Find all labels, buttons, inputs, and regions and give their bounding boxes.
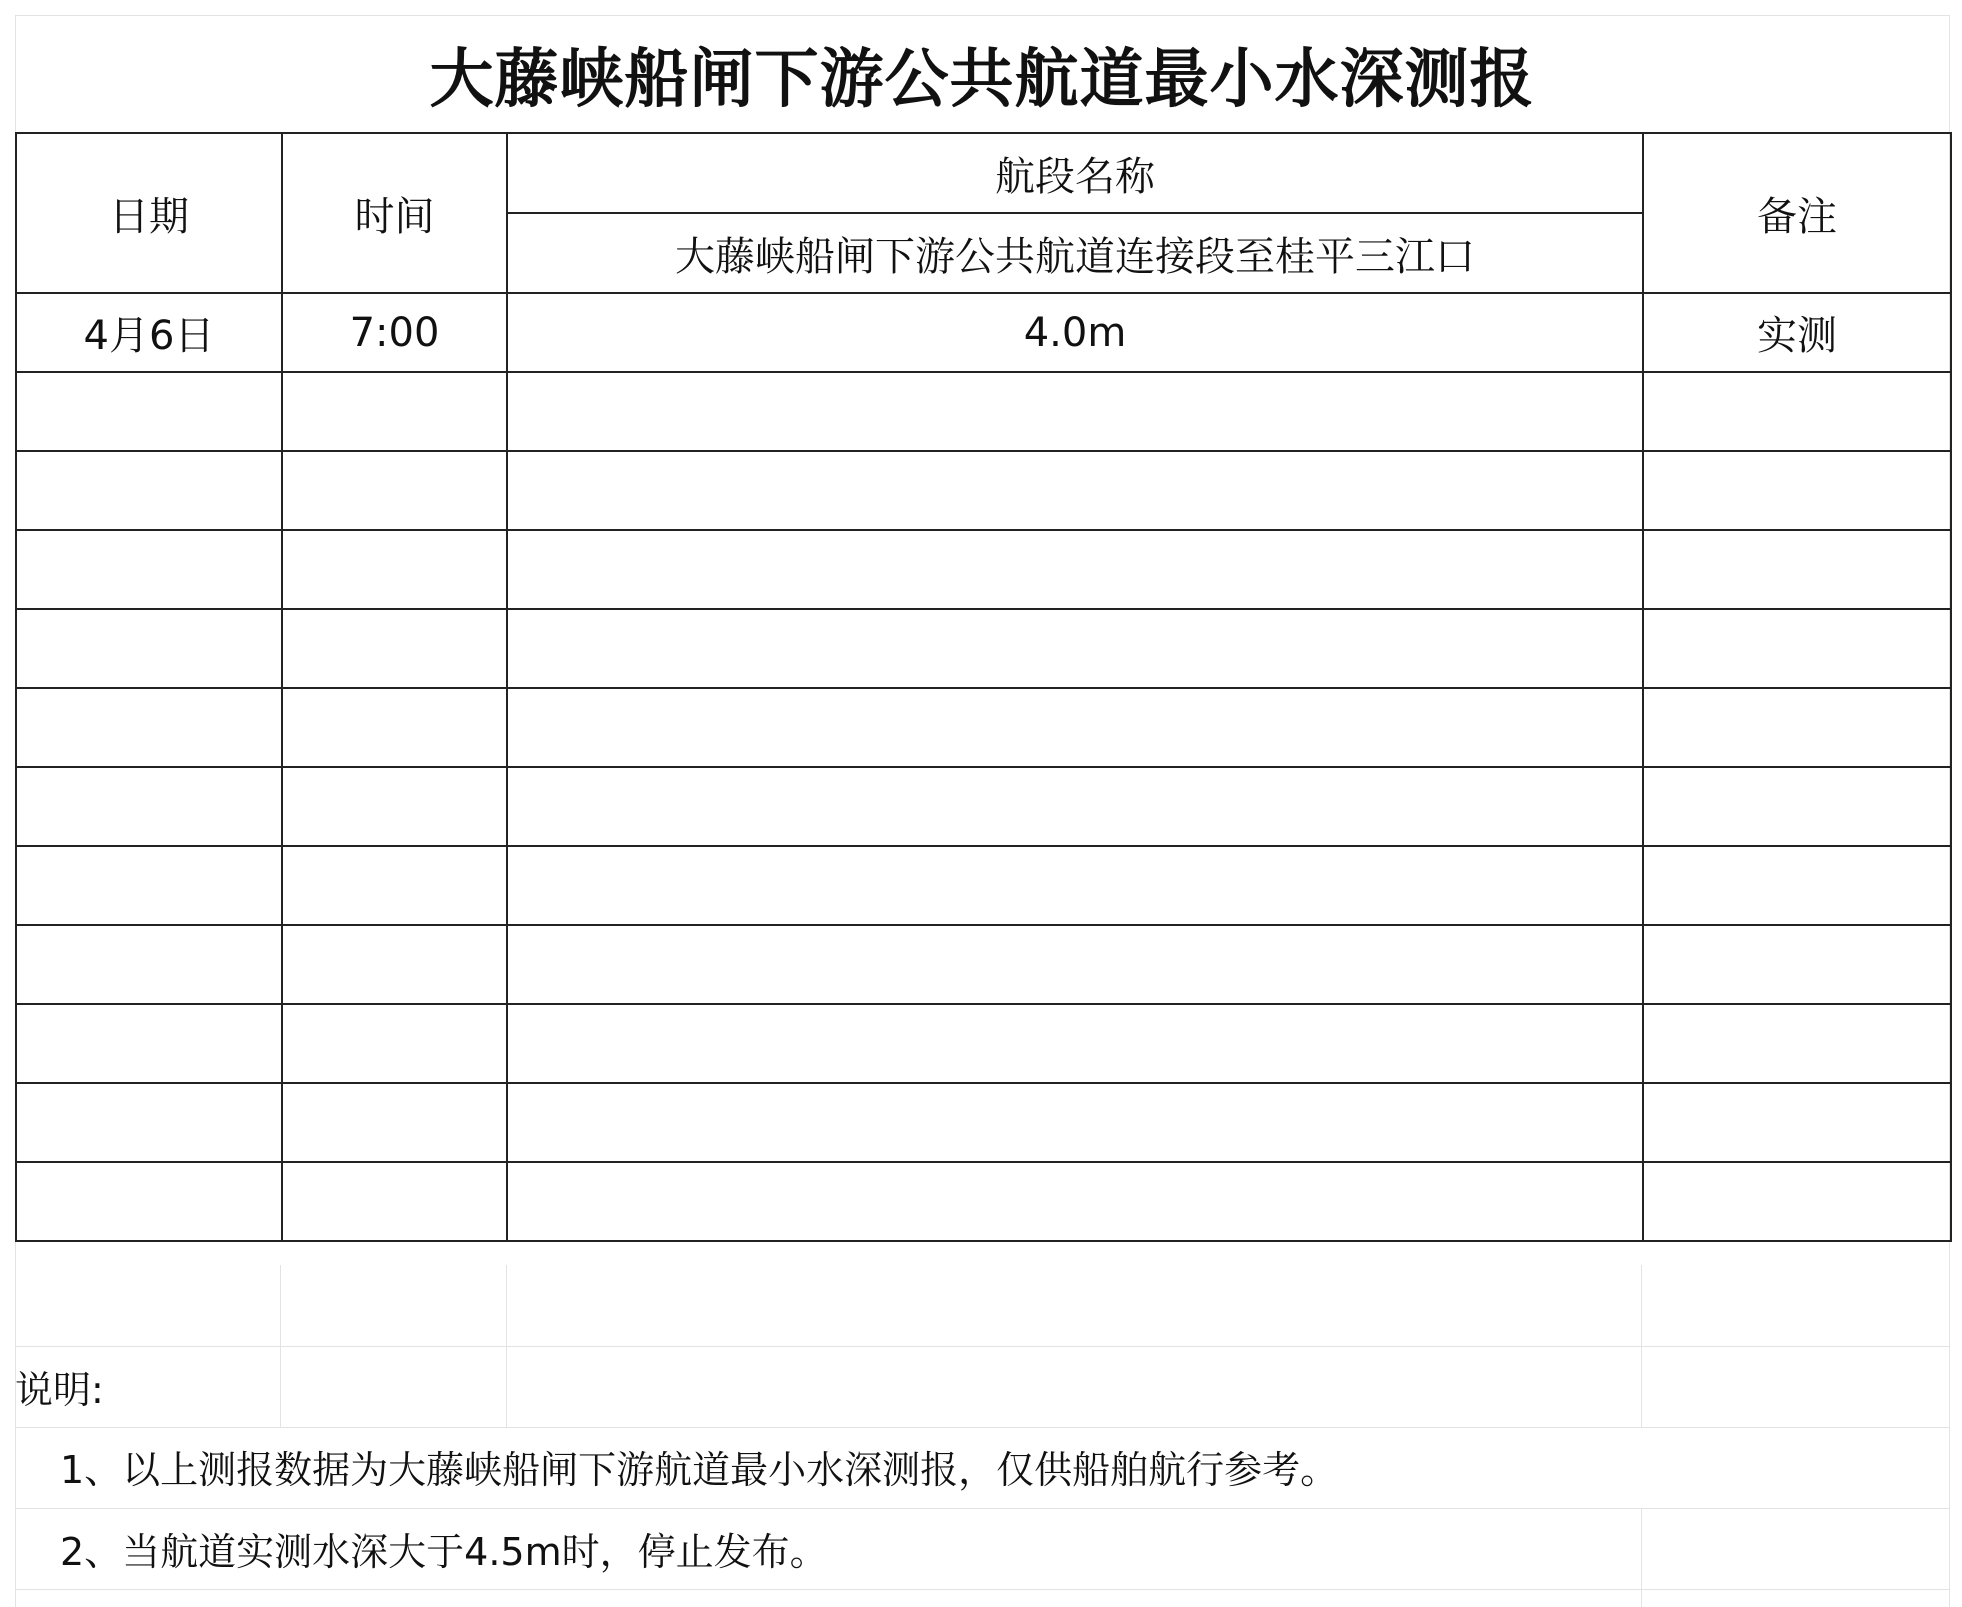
cell-remark — [1643, 1083, 1951, 1162]
cell-time — [282, 451, 507, 530]
table-row — [16, 1083, 1951, 1162]
cell-time: 7:00 — [282, 293, 507, 372]
cell-depth — [507, 1004, 1643, 1083]
header-remark: 备注 — [1643, 133, 1951, 293]
table-row — [16, 1162, 1951, 1241]
cell-remark — [1643, 767, 1951, 846]
cell-depth — [507, 372, 1643, 451]
cell-date: 4月6日 — [16, 293, 282, 372]
cell-time — [282, 530, 507, 609]
cell-time — [282, 767, 507, 846]
cell-remark — [1643, 530, 1951, 609]
cell-time — [282, 1083, 507, 1162]
cell-depth — [507, 925, 1643, 1004]
cell-depth — [507, 1083, 1643, 1162]
cell-remark — [1643, 451, 1951, 530]
cell-date — [16, 1162, 282, 1241]
cell-remark — [1643, 925, 1951, 1004]
cell-date — [16, 451, 282, 530]
notes-heading: 说明: — [15, 1368, 104, 1412]
cell-depth — [507, 1162, 1643, 1241]
cell-depth — [507, 530, 1643, 609]
table-row — [16, 451, 1951, 530]
cell-depth — [507, 767, 1643, 846]
cell-date — [16, 846, 282, 925]
gridline — [15, 1427, 1950, 1428]
cell-time — [282, 688, 507, 767]
gridline — [15, 1589, 1950, 1590]
cell-remark — [1643, 372, 1951, 451]
cell-depth: 4.0m — [507, 293, 1643, 372]
header-section-group: 航段名称 — [507, 133, 1643, 213]
note-item-2: 2、当航道实测水深大于4.5m时，停止发布。 — [60, 1530, 828, 1574]
cell-remark — [1643, 1162, 1951, 1241]
gridline — [1641, 1509, 1642, 1607]
cell-date — [16, 688, 282, 767]
cell-time — [282, 372, 507, 451]
cell-time — [282, 846, 507, 925]
table-row — [16, 372, 1951, 451]
cell-date — [16, 925, 282, 1004]
header-section-name: 大藤峡船闸下游公共航道连接段至桂平三江口 — [507, 213, 1643, 293]
table-row — [16, 530, 1951, 609]
cell-depth — [507, 451, 1643, 530]
page-title: 大藤峡船闸下游公共航道最小水深测报 — [429, 43, 1535, 117]
cell-depth — [507, 846, 1643, 925]
table-row — [16, 1004, 1951, 1083]
cell-time — [282, 609, 507, 688]
cell-date — [16, 530, 282, 609]
table-header-row — [16, 133, 1951, 213]
header-date: 日期 — [16, 133, 282, 293]
cell-date — [16, 1083, 282, 1162]
cell-time — [282, 1004, 507, 1083]
depth-report-table — [15, 132, 1952, 1242]
cell-remark — [1643, 1004, 1951, 1083]
cell-depth — [507, 609, 1643, 688]
table-row — [16, 767, 1951, 846]
cell-remark — [1643, 688, 1951, 767]
table-row — [16, 846, 1951, 925]
gridline — [15, 1346, 1950, 1347]
table-row — [16, 293, 1951, 372]
cell-date — [16, 372, 282, 451]
cell-remark — [1643, 846, 1951, 925]
cell-remark: 实测 — [1643, 293, 1951, 372]
cell-date — [16, 1004, 282, 1083]
note-item-1: 1、以上测报数据为大藤峡船闸下游航道最小水深测报，仅供船舶航行参考。 — [60, 1448, 1339, 1492]
cell-date — [16, 767, 282, 846]
header-time: 时间 — [282, 133, 507, 293]
gridline — [15, 1508, 1950, 1509]
table-row — [16, 688, 1951, 767]
cell-time — [282, 925, 507, 1004]
table-row — [16, 925, 1951, 1004]
cell-remark — [1643, 609, 1951, 688]
cell-date — [16, 609, 282, 688]
table-row — [16, 609, 1951, 688]
gridline — [15, 15, 1950, 16]
cell-depth — [507, 688, 1643, 767]
cell-time — [282, 1162, 507, 1241]
